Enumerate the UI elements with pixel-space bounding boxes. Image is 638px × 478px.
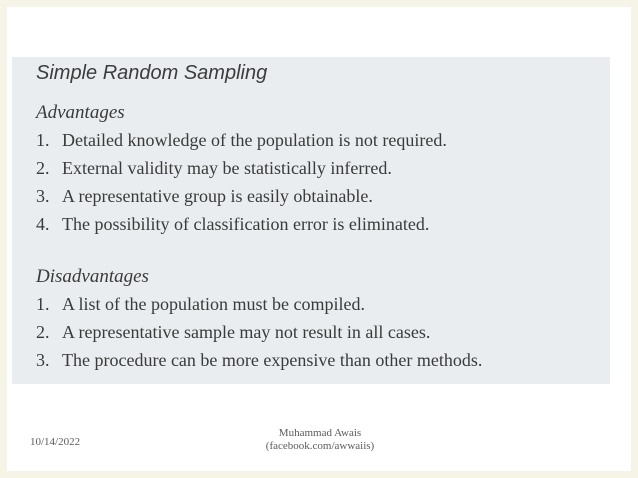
disadvantages-title: Disadvantages — [36, 266, 149, 287]
item-number: 1. — [36, 130, 50, 150]
item-number: 2. — [36, 158, 50, 178]
item-number: 2. — [36, 322, 50, 342]
footer-author — [220, 427, 420, 453]
author-name: Muhammad Awais — [278, 427, 362, 439]
item-text: Detailed knowledge of the population is not required. — [62, 130, 447, 150]
advantage-item — [36, 186, 373, 207]
item-text: The procedure can be more expensive than other methods. — [62, 350, 483, 370]
disadvantage-item — [36, 294, 365, 315]
slide-heading: Simple Random Sampling — [36, 62, 268, 84]
item-text: A representative group is easily obtainable. — [62, 186, 373, 206]
disadvantage-item — [36, 322, 430, 343]
advantage-item — [36, 130, 447, 151]
item-text: A list of the population must be compiled. — [62, 294, 365, 314]
disadvantage-item — [36, 350, 482, 371]
advantage-item — [36, 158, 392, 179]
author-link: (facebook.com/awwaiis) — [265, 440, 375, 452]
footer-date: 10/14/2022 — [30, 436, 81, 448]
advantages-title: Advantages — [36, 102, 125, 123]
item-text: The possibility of classification error is eliminated. — [62, 214, 430, 234]
advantage-item — [36, 214, 429, 235]
item-text: External validity may be statistically inferred. — [62, 158, 392, 178]
item-number: 3. — [36, 350, 50, 370]
item-number: 3. — [36, 186, 50, 206]
item-number: 4. — [36, 214, 50, 234]
item-text: A representative sample may not result in all cases. — [62, 322, 431, 342]
item-number: 1. — [36, 294, 50, 314]
